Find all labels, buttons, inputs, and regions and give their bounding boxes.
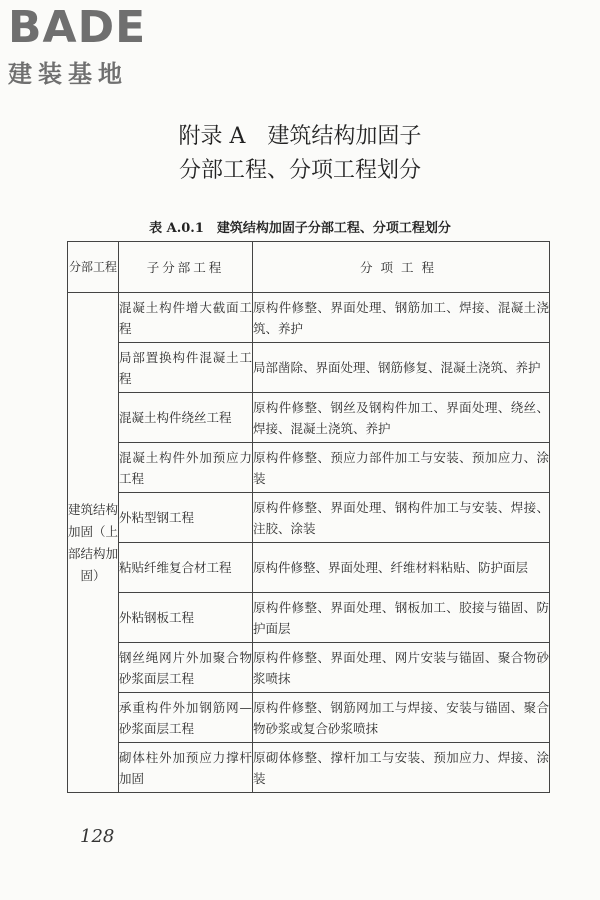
- table-row: [68, 293, 550, 343]
- sub-division-cell: 粘贴纤维复合材工程: [119, 543, 253, 593]
- items-cell: 原构件修整、界面处理、网片安装与锚固、聚合物砂浆喷抹: [253, 643, 550, 693]
- sub-division-cell: 砌体柱外加预应力撑杆加固: [119, 743, 253, 793]
- sub-division-cell: 局部置换构件混凝土工程: [119, 343, 253, 393]
- table-row: [68, 693, 550, 743]
- table-row: [68, 543, 550, 593]
- items-cell: 原构件修整、界面处理、钢板加工、胶接与锚固、防护面层: [253, 593, 550, 643]
- items-cell: 原构件修整、钢筋网加工与焊接、安装与锚固、聚合物砂浆或复合砂浆喷抹: [253, 693, 550, 743]
- items-cell: 原构件修整、预应力部件加工与安装、预加应力、涂装: [253, 443, 550, 493]
- division-table: [67, 241, 550, 793]
- sub-division-cell: 钢丝绳网片外加聚合物砂浆面层工程: [119, 643, 253, 693]
- table-row: [68, 493, 550, 543]
- items-cell: 原构件修整、钢丝及钢构件加工、界面处理、绕丝、焊接、混凝土浇筑、养护: [253, 393, 550, 443]
- table-row: [68, 393, 550, 443]
- table-row: [68, 643, 550, 693]
- logo-subtitle: 建装基地: [8, 60, 128, 88]
- sub-division-cell: 外粘型钢工程: [119, 493, 253, 543]
- logo-wordmark: BADE: [8, 2, 147, 53]
- sub-division-cell: 外粘钢板工程: [119, 593, 253, 643]
- header-division: 分部工程: [68, 242, 119, 293]
- sub-division-cell: 承重构件外加钢筋网—砂浆面层工程: [119, 693, 253, 743]
- table-caption: 表 A.0.1 建筑结构加固子分部工程、分项工程划分: [149, 221, 451, 236]
- header-sub-division: 子分部工程: [119, 242, 253, 293]
- items-cell: 原构件修整、界面处理、钢构件加工与安装、焊接、注胶、涂装: [253, 493, 550, 543]
- table-row: [68, 443, 550, 493]
- table-row: [68, 343, 550, 393]
- page-number: 128: [80, 826, 115, 847]
- title-line-1: 附录 A 建筑结构加固子: [178, 124, 422, 149]
- items-cell: 原构件修整、界面处理、纤维材料粘贴、防护面层: [253, 543, 550, 593]
- items-cell: 局部凿除、界面处理、钢筋修复、混凝土浇筑、养护: [253, 343, 550, 393]
- header-items: 分项工程: [253, 242, 550, 293]
- page-title: [0, 120, 600, 188]
- logo: [8, 4, 178, 89]
- division-cell: 建筑结构加固（上部结构加固）: [68, 293, 119, 793]
- table-row: [68, 743, 550, 793]
- title-line-2: 分部工程、分项工程划分: [178, 158, 421, 183]
- table-row: [68, 593, 550, 643]
- items-cell: 原砌体修整、撑杆加工与安装、预加应力、焊接、涂装: [253, 743, 550, 793]
- sub-division-cell: 混凝土构件绕丝工程: [119, 393, 253, 443]
- sub-division-cell: 混凝土构件增大截面工程: [119, 293, 253, 343]
- items-cell: 原构件修整、界面处理、钢筋加工、焊接、混凝土浇筑、养护: [253, 293, 550, 343]
- sub-division-cell: 混凝土构件外加预应力工程: [119, 443, 253, 493]
